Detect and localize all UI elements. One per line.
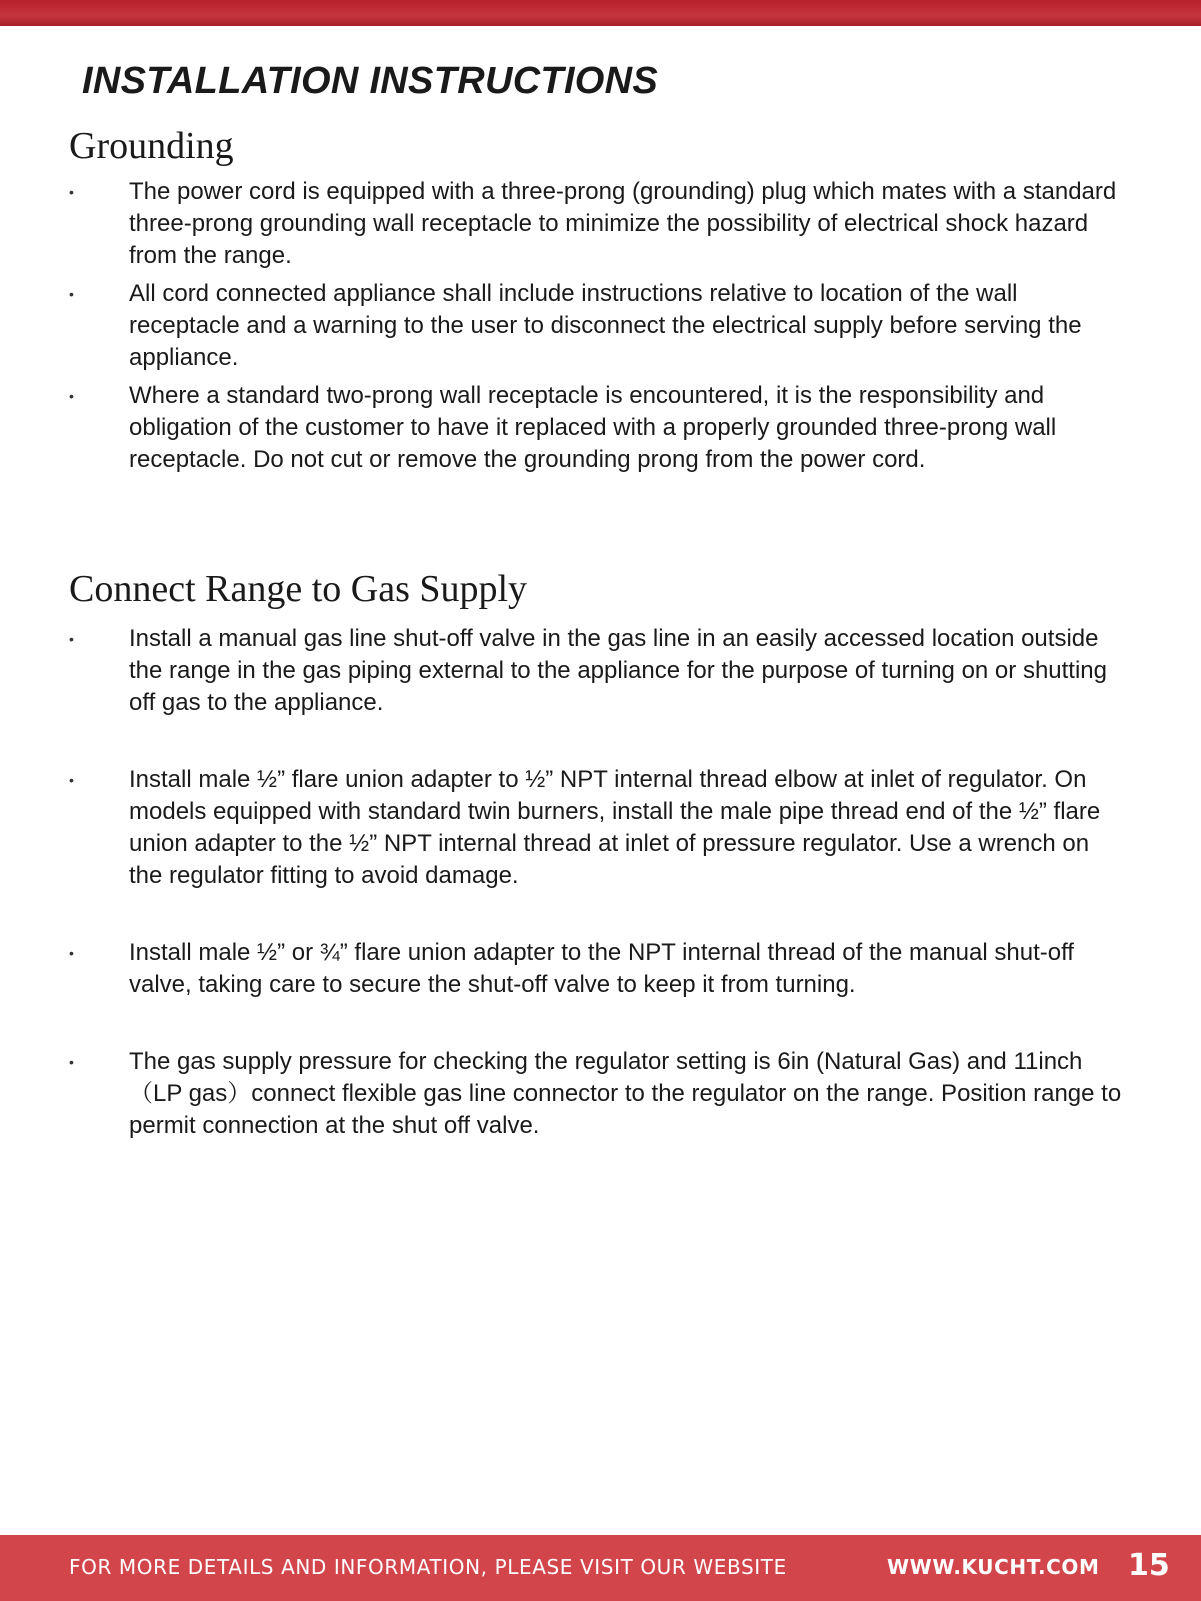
section-heading-grounding: Grounding	[69, 125, 234, 167]
section-heading-gas-supply: Connect Range to Gas Supply	[69, 568, 528, 610]
list-item-text: Install male ½” flare union adapter to ½” NPT internal thread elbow at inlet of regulator. On models equipped with standard twin burners, install the male pipe thread end of the ½” flare union adapter to the ½” NPT internal thread at inlet of pressure regulator. Use a wrench on the regulator fitting to avoid damage.	[129, 766, 1101, 889]
list-item-text: The gas supply pressure for checking the regulator setting is 6in (Natural Gas) and 11inch（LP gas）connect flexible gas line connector to the regulator on the range. Position range to permit connection at the shut off valve.	[129, 1048, 1122, 1139]
bullet-icon: •	[69, 388, 74, 404]
footer-bar	[0, 1535, 1201, 1601]
top-accent-bar	[0, 0, 1201, 26]
bullet-icon: •	[69, 1054, 74, 1070]
website-link[interactable]: WWW.KUCHT.COM	[887, 1555, 1100, 1579]
footer-text: FOR MORE DETAILS AND INFORMATION, PLEASE VISIT OUR WEBSITE	[69, 1555, 787, 1579]
bullet-icon: •	[69, 945, 74, 961]
list-item-text: Where a standard two-prong wall receptacle is encountered, it is the responsibility and obligation of the customer to have it replaced with a properly grounded three-prong wall receptacle. Do not cut or remove the grounding prong from the power cord.	[129, 382, 1057, 473]
page-number: 15	[1128, 1548, 1170, 1583]
list-item-text: Install a manual gas line shut-off valve in the gas line in an easily accessed location outside the range in the gas piping external to the appliance for the purpose of turning on or shutting off gas to the appliance.	[129, 625, 1107, 716]
list-item-text: The power cord is equipped with a three-prong (grounding) plug which mates with a standard three-prong grounding wall receptacle to minimize the possibility of electrical shock hazard from the range.	[129, 178, 1117, 269]
list-item-text: All cord connected appliance shall include instructions relative to location of the wall receptacle and a warning to the user to disconnect the electrical supply before serving the appliance.	[129, 280, 1082, 371]
bullet-icon: •	[69, 286, 74, 302]
list-item-text: Install male ½” or ¾” flare union adapter to the NPT internal thread of the manual shut-off valve, taking care to secure the shut-off valve to keep it from turning.	[129, 939, 1074, 998]
bullet-icon: •	[69, 184, 74, 200]
bullet-icon: •	[69, 631, 74, 647]
bullet-icon: •	[69, 772, 74, 788]
page-title: INSTALLATION INSTRUCTIONS	[82, 60, 659, 102]
